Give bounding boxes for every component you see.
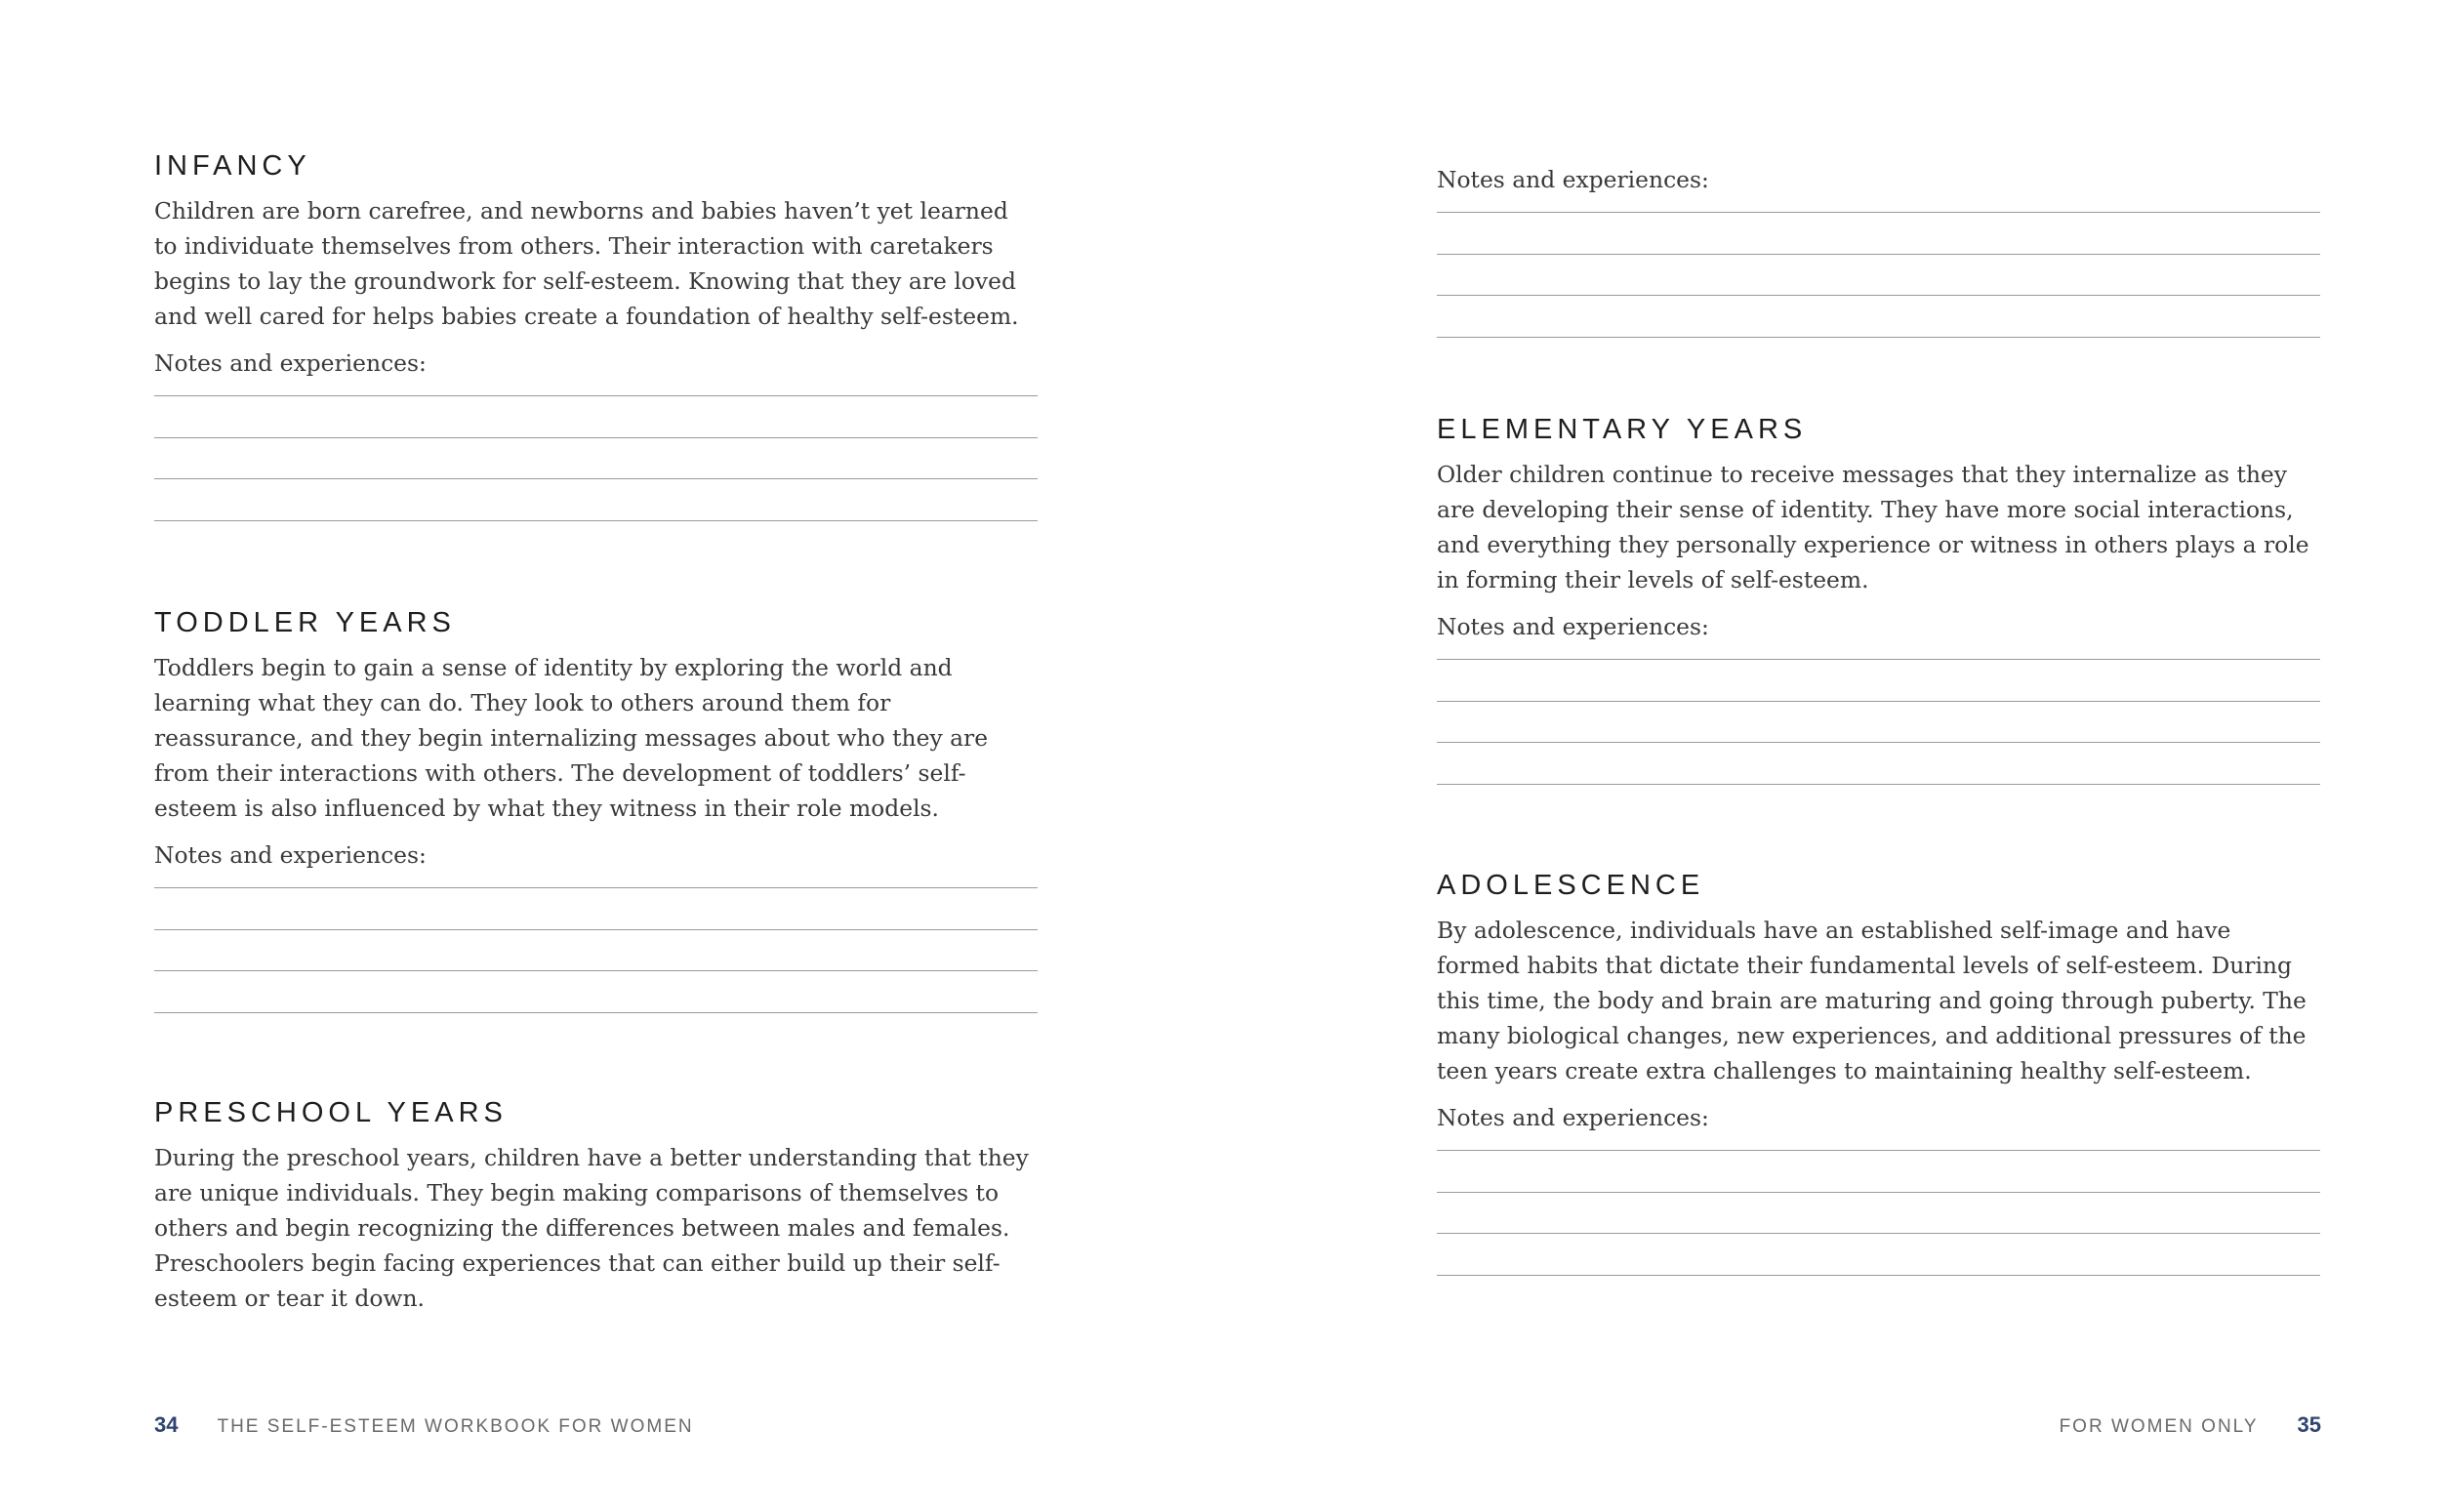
writing-line[interactable] — [154, 970, 1038, 971]
section-adolescence — [1437, 868, 2320, 1276]
writing-line[interactable] — [1437, 659, 2320, 660]
writing-line[interactable] — [1437, 1233, 2320, 1234]
writing-line[interactable] — [154, 887, 1038, 888]
left-footer — [154, 1412, 694, 1438]
writing-line[interactable] — [1437, 254, 2320, 255]
writing-line[interactable] — [154, 437, 1038, 438]
section-body: During the preschool years, children have a better understanding that they are unique individuals. They begin making comparisons of themselves to others and begin recognizing the differences between males and females. Preschoolers begin facing experiences that can either build up their self-esteem or tear it down. — [154, 1144, 1029, 1312]
writing-line[interactable] — [1437, 1150, 2320, 1151]
notes-lines[interactable] — [154, 887, 1038, 1013]
section-elementary-years — [1437, 412, 2320, 785]
right-footer — [2060, 1412, 2321, 1438]
notes-label: Notes and experiences: — [1437, 613, 1709, 640]
writing-line[interactable] — [154, 520, 1038, 521]
section-heading: TODDLER YEARS — [154, 607, 456, 638]
notes-lines[interactable] — [1437, 1150, 2320, 1276]
writing-line[interactable] — [1437, 295, 2320, 296]
section-heading: ELEMENTARY YEARS — [1437, 414, 1808, 445]
notes-lines[interactable] — [154, 395, 1038, 521]
writing-line[interactable] — [154, 395, 1038, 396]
section-toddler-years — [154, 605, 1038, 1013]
notes-lines[interactable] — [1437, 659, 2320, 785]
section-preschool-years — [154, 1095, 1038, 1316]
writing-line[interactable] — [1437, 784, 2320, 785]
notes-label: Notes and experiences: — [154, 841, 427, 869]
notes-label: Notes and experiences: — [1437, 1104, 1709, 1131]
section-heading: ADOLESCENCE — [1437, 870, 1705, 901]
section-infancy — [154, 148, 1038, 521]
writing-line[interactable] — [154, 929, 1038, 930]
writing-line[interactable] — [1437, 742, 2320, 743]
notes-label: Notes and experiences: — [1437, 166, 1709, 193]
notes-label: Notes and experiences: — [154, 349, 427, 377]
writing-line[interactable] — [1437, 1275, 2320, 1276]
writing-line[interactable] — [1437, 337, 2320, 338]
writing-line[interactable] — [1437, 212, 2320, 213]
writing-line[interactable] — [1437, 701, 2320, 702]
section-body: Children are born carefree, and newborns and babies haven’t yet learned to individuate themselves from others. Their interaction with caretakers begins to lay the groundwork for self-esteem. Knowing that they are loved and well cared for helps babies create a foundation of healthy self-esteem. — [154, 197, 1019, 330]
writing-line[interactable] — [154, 478, 1038, 479]
section-heading: INFANCY — [154, 150, 311, 182]
running-head: THE SELF-ESTEEM WORKBOOK FOR WOMEN — [217, 1416, 694, 1437]
running-head: FOR WOMEN ONLY — [2059, 1416, 2259, 1437]
page-number: 35 — [2297, 1412, 2321, 1437]
section-heading: PRESCHOOL YEARS — [154, 1097, 508, 1128]
writing-line[interactable] — [1437, 1192, 2320, 1193]
section-body: By adolescence, individuals have an established self-image and have formed habits that dictate their fundamental levels of self-esteem. During this time, the body and brain are maturing and going through puberty. The many biological changes, new experiences, and additional pressures of the teen years create extra challenges to maintaining healthy self-esteem. — [1437, 917, 2307, 1084]
section-body: Toddlers begin to gain a sense of identity by exploring the world and learning what they can do. They look to others around them for reassurance, and they begin internalizing messages about who they are from their interactions with others. The development of toddlers’ self-esteem is also influenced by what they witness in their role models. — [154, 654, 989, 822]
writing-line[interactable] — [154, 1012, 1038, 1013]
section-body: Older children continue to receive messages that they internalize as they are developing their sense of identity. They have more social interactions, and everything they personally experience or witness in others plays a role in forming their levels of self-esteem. — [1437, 461, 2309, 593]
continued-notes — [1437, 162, 2320, 338]
notes-lines[interactable] — [1437, 212, 2320, 338]
page-number: 34 — [154, 1412, 179, 1437]
